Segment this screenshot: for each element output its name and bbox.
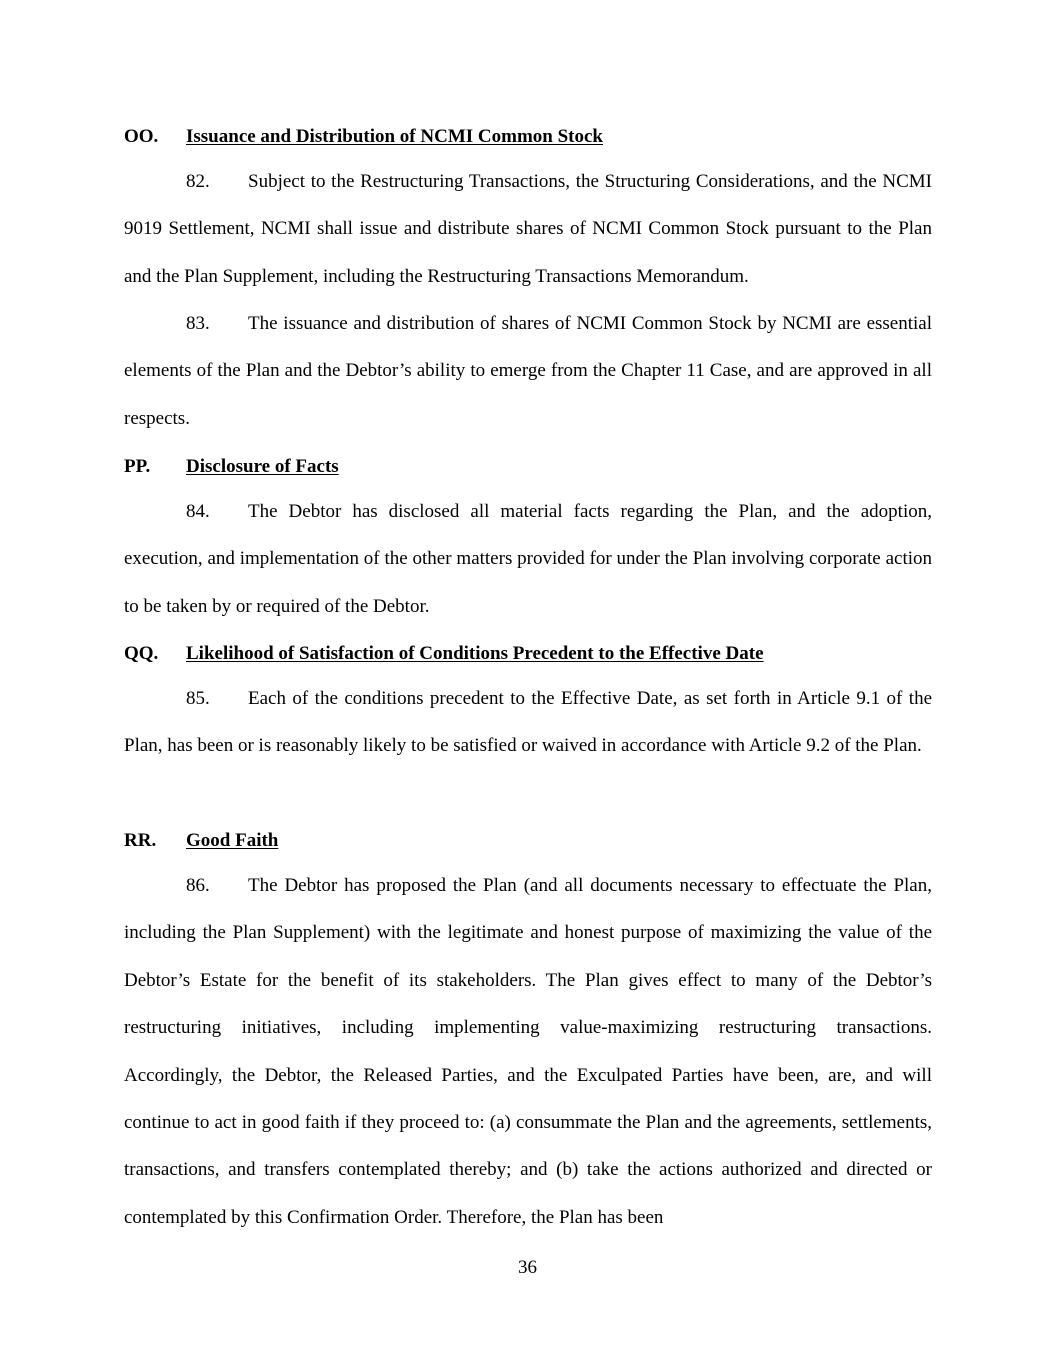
paragraph-text: Subject to the Restructuring Transactions, the Structuring Considerations, and the NCMI 9019 Settlement, NCMI shall issue and distribute shares of NCMI Common Stock pursuant to the Plan and the Plan Supplement, including the Restructuring Transactions Memorandum. [124,171,932,287]
paragraph-text: Each of the conditions precedent to the Effective Date, as set forth in Article 9.1 of the Plan, has been or is reasonably likely to be satisfied or waived in accordance with Article 9.2 of the Plan. [124,688,932,757]
section-title: Issuance and Distribution of NCMI Common Stock [186,126,603,147]
section-heading-qq [124,642,932,666]
paragraph-86 [124,862,932,1241]
page-number: 36 [518,1257,537,1278]
section-title: Likelihood of Satisfaction of Conditions Precedent to the Effective Date [186,643,764,664]
paragraph-85 [124,675,932,770]
paragraph-text: The Debtor has proposed the Plan (and all documents necessary to effectuate the Plan, including the Plan Supplement) with the legitimate and honest purpose of maximizing the value of the Debtor’s Estate for the benefit of its stakeholders. The Plan gives effect to many of the Debtor’s restructuring initiatives, including implementing value-maximizing restructuring transactions. Accordingly, the Debtor, the Released Parties, and the Exculpated Parties have been, are, and will continue to act in good faith if they proceed to: (a) consummate the Plan and the agreements, settlements, transactions, and transfers contemplated thereby; and (b) take the actions authorized and directed or contemplated by this Confirmation Order. Therefore, the Plan has been [124,875,932,1228]
paragraph-number: 86. [186,875,210,896]
paragraph-84 [124,488,932,630]
paragraph-number: 84. [186,501,210,522]
section-letter: PP. [124,456,151,477]
section-letter: RR. [124,830,157,851]
section-heading-pp [124,455,932,479]
section-title: Disclosure of Facts [186,456,339,477]
section-heading-rr [124,829,932,853]
paragraph-82 [124,158,932,300]
paragraph-text: The Debtor has disclosed all material facts regarding the Plan, and the adoption, execution, and implementation of the other matters provided for under the Plan involving corporate action to be taken by or required of the Debtor. [124,501,932,617]
paragraph-text: The issuance and distribution of shares of NCMI Common Stock by NCMI are essential elements of the Plan and the Debtor’s ability to emerge from the Chapter 11 Case, and are approved in all respects. [124,313,932,429]
section-title: Good Faith [186,830,279,851]
section-letter: QQ. [124,643,159,664]
section-letter: OO. [124,126,159,147]
paragraph-number: 85. [186,688,210,709]
paragraph-number: 83. [186,313,210,334]
paragraph-83 [124,300,932,442]
section-heading-oo [124,125,932,149]
paragraph-number: 82. [186,171,210,192]
